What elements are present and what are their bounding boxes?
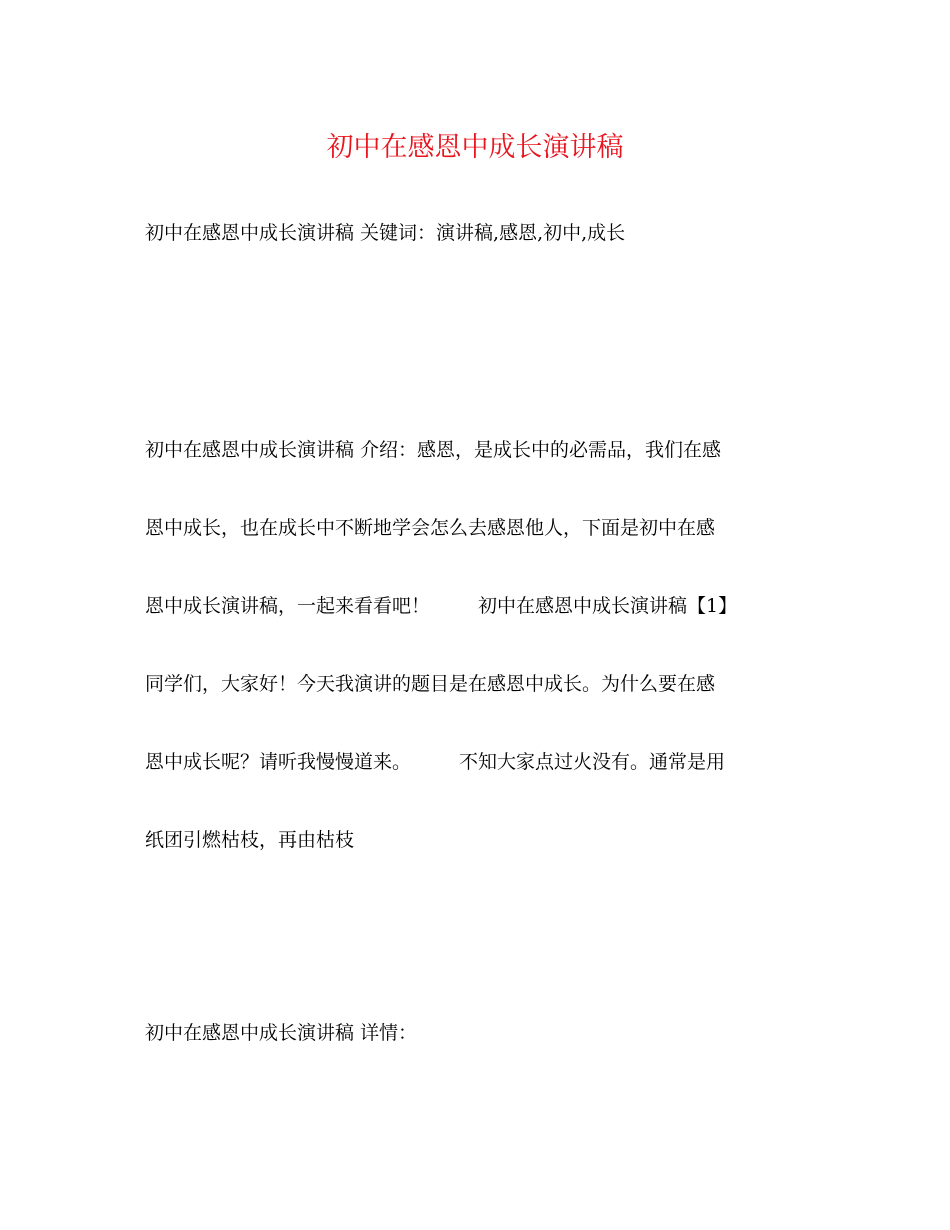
intro-text-3: 恩中成长演讲稿，一起来看看吧！ [145,595,431,617]
intro-text-7: 纸团引燃枯枝，再由枯枝 [145,829,355,851]
intro-line-5 [145,747,805,777]
document-title: 初中在感恩中成长演讲稿 [326,132,624,163]
intro-text-2: 恩中成长，也在成长中不断地学会怎么去感恩他人，下面是初中在感 [145,517,716,539]
speech-heading-1: 初中在感恩中成长演讲稿【1】 [478,595,738,617]
keywords-line: 初中在感恩中成长演讲稿 关键词：演讲稿,感恩,初中,成长 [145,222,626,244]
intro-text-5: 恩中成长呢？请听我慢慢道来。 [145,751,412,773]
intro-line-1 [145,435,805,465]
intro-line-3 [145,591,805,621]
intro-paragraph [145,435,805,903]
details-line: 初中在感恩中成长演讲稿 详情： [145,1022,418,1044]
intro-text-4: 同学们，大家好！今天我演讲的题目是在感恩中成长。为什么要在感 [145,673,716,695]
intro-line-4 [145,669,805,699]
intro-text-6: 不知大家点过火没有。通常是用 [459,751,726,773]
intro-line-2 [145,513,805,543]
intro-line-6 [145,825,805,855]
intro-text-1: 初中在感恩中成长演讲稿 介绍：感恩，是成长中的必需品，我们在感 [145,439,722,461]
